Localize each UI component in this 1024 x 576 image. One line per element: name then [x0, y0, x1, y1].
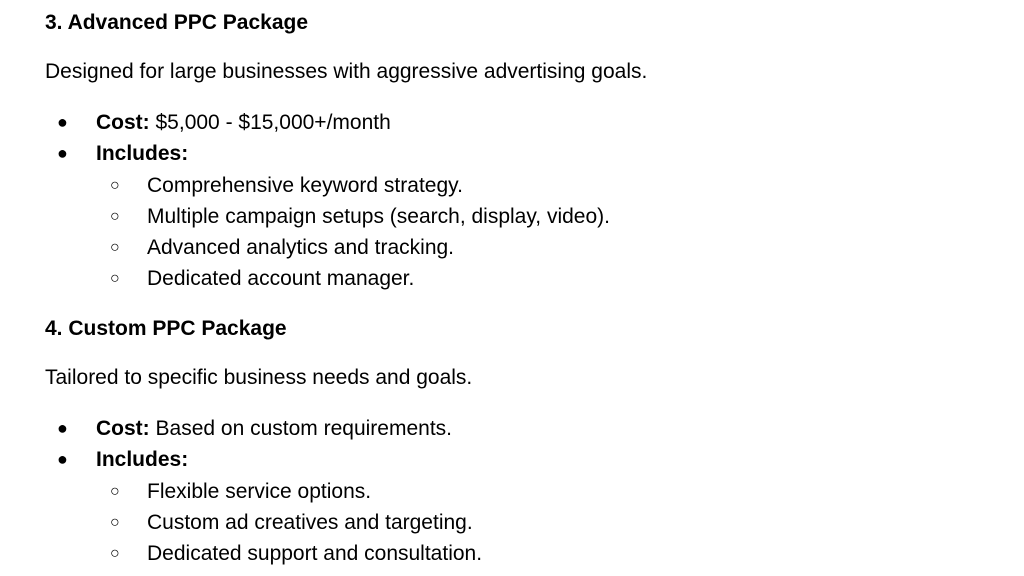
sub-item-text: Custom ad creatives and targeting.	[147, 510, 473, 534]
circle-bullet-icon: ○	[110, 176, 120, 194]
circle-bullet-icon: ○	[110, 545, 120, 563]
sub-list-item	[96, 263, 995, 294]
sub-list-item	[96, 201, 995, 232]
sub-item-text: Comprehensive keyword strategy.	[147, 173, 463, 197]
sub-list-item	[96, 232, 995, 263]
sub-item-text: Dedicated account manager.	[147, 267, 415, 291]
section-description: Designed for large businesses with aggressive advertising goals.	[45, 60, 648, 83]
sub-list-item	[96, 170, 995, 201]
cost-label: Cost:	[96, 417, 150, 440]
section-advanced-ppc	[45, 11, 995, 295]
list-item-cost	[45, 413, 995, 444]
list-item-includes	[45, 138, 995, 169]
bullet-list	[45, 413, 995, 569]
circle-bullet-icon: ○	[110, 207, 120, 225]
includes-label: Includes:	[96, 448, 189, 472]
cost-value: $5,000 - $15,000+/month	[149, 111, 391, 134]
sub-list	[96, 170, 995, 295]
list-item-cost	[45, 107, 995, 138]
section-description: Tailored to specific business needs and goals.	[45, 366, 473, 389]
sub-list-item	[96, 476, 995, 507]
circle-bullet-icon: ○	[110, 482, 120, 500]
sub-item-text: Advanced analytics and tracking.	[147, 236, 455, 260]
sub-item-text: Flexible service options.	[147, 479, 372, 503]
circle-bullet-icon: ○	[110, 239, 120, 257]
cost-label: Cost:	[96, 111, 150, 134]
bullet-list	[45, 107, 995, 295]
sub-list	[96, 476, 995, 570]
cost-value: Based on custom requirements.	[149, 417, 452, 440]
bullet-icon: ●	[57, 143, 68, 164]
includes-label: Includes:	[96, 142, 189, 166]
section-heading: 3. Advanced PPC Package	[45, 11, 309, 34]
sub-item-text: Multiple campaign setups (search, display, video).	[147, 204, 610, 228]
sub-list-container	[45, 170, 995, 295]
sub-list-item	[96, 507, 995, 538]
sub-list-container	[45, 476, 995, 570]
sub-list-item	[96, 538, 995, 569]
bullet-icon: ●	[57, 112, 68, 132]
circle-bullet-icon: ○	[110, 270, 120, 288]
bullet-icon: ●	[57, 418, 68, 438]
bullet-icon: ●	[57, 449, 68, 470]
section-heading: 4. Custom PPC Package	[45, 317, 287, 340]
list-item-includes	[45, 444, 995, 475]
circle-bullet-icon: ○	[110, 513, 120, 531]
sub-item-text: Dedicated support and consultation.	[147, 542, 483, 566]
section-custom-ppc	[45, 317, 995, 569]
